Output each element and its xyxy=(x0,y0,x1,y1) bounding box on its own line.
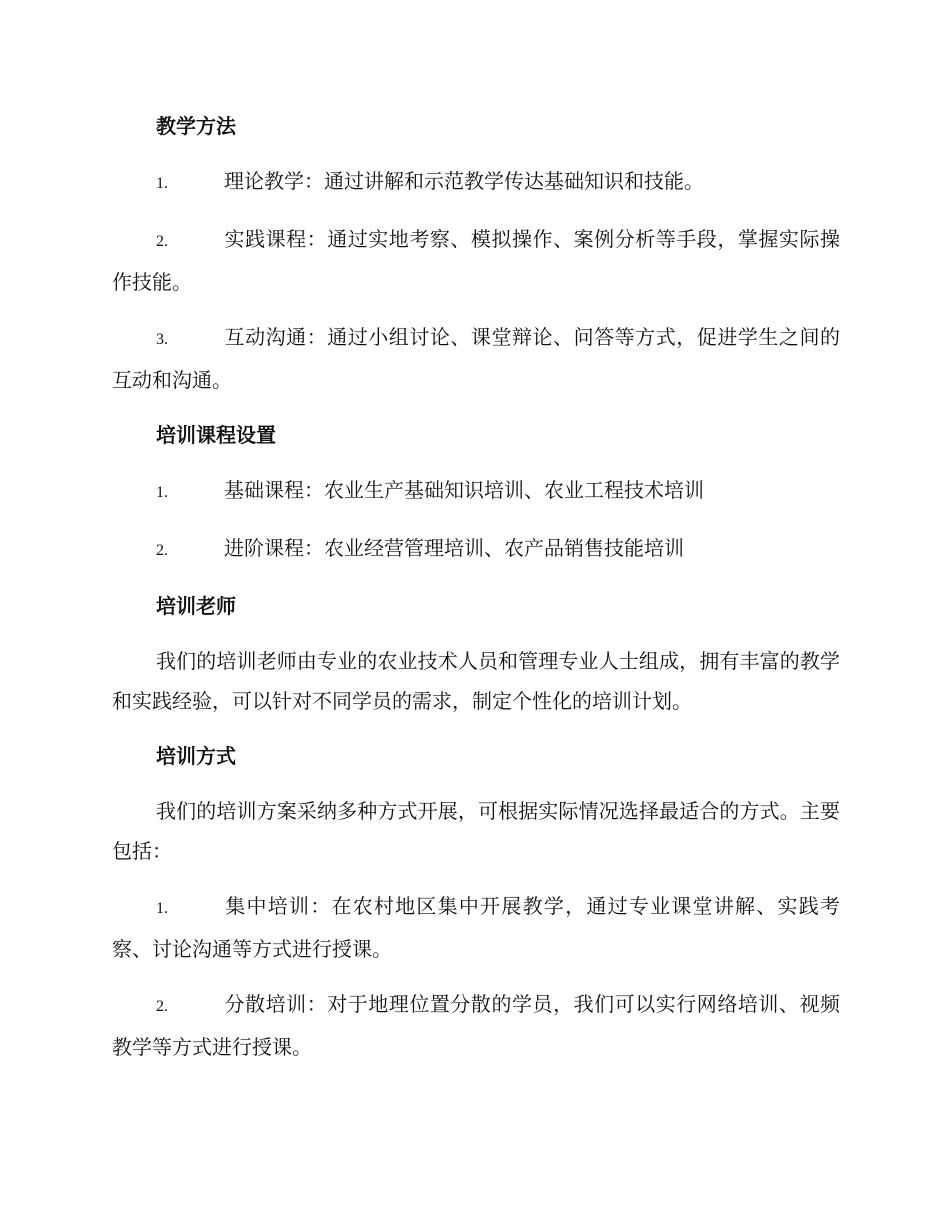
list-item-text: 分散培训：对于地理位置分散的学员，我们可以实行网络培训、视频教学等方式进行授课。 xyxy=(112,992,840,1059)
list-item xyxy=(112,219,840,302)
paragraph-training-modes: 我们的培训方案采纳多种方式开展，可根据实际情况选择最适合的方式。主要包括： xyxy=(112,799,840,863)
paragraph-trainers: 我们的培训老师由专业的农业技术人员和管理专业人士组成，拥有丰富的教学和实践经验，可以针对不同学员的需求，制定个性化的培训计划。 xyxy=(112,649,840,713)
section-heading-teaching-methods: 教学方法 xyxy=(156,114,236,138)
list-number: 1. xyxy=(156,484,168,501)
list-item-text: 进阶课程：农业经营管理培训、农产品销售技能培训 xyxy=(224,536,684,560)
list-number: 2. xyxy=(156,998,168,1015)
list-number: 1. xyxy=(156,175,168,192)
list-item xyxy=(112,161,840,204)
list-item xyxy=(112,317,840,400)
list-item-text: 实践课程：通过实地考察、模拟操作、案例分析等手段，掌握实际操作技能。 xyxy=(112,227,840,294)
list-number: 1. xyxy=(156,900,168,917)
section-heading-course-setup: 培训课程设置 xyxy=(156,423,276,447)
list-item-text: 基础课程：农业生产基础知识培训、农业工程技术培训 xyxy=(224,478,704,502)
list-number: 2. xyxy=(156,233,168,250)
document-body xyxy=(112,106,840,1082)
list-item-text: 互动沟通：通过小组讨论、课堂辩论、问答等方式，促进学生之间的互动和沟通。 xyxy=(112,325,840,392)
list-item xyxy=(112,528,840,571)
section-heading-trainers: 培训老师 xyxy=(156,594,236,618)
list-item xyxy=(112,984,840,1067)
list-item-text: 理论教学：通过讲解和示范教学传达基础知识和技能。 xyxy=(224,169,704,193)
list-item xyxy=(112,470,840,513)
list-number: 2. xyxy=(156,542,168,559)
section-heading-training-modes: 培训方式 xyxy=(156,744,236,768)
list-number: 3. xyxy=(156,331,168,348)
list-item-text: 集中培训：在农村地区集中开展教学，通过专业课堂讲解、实践考察、讨论沟通等方式进行授课。 xyxy=(112,894,840,961)
list-item xyxy=(112,886,840,969)
